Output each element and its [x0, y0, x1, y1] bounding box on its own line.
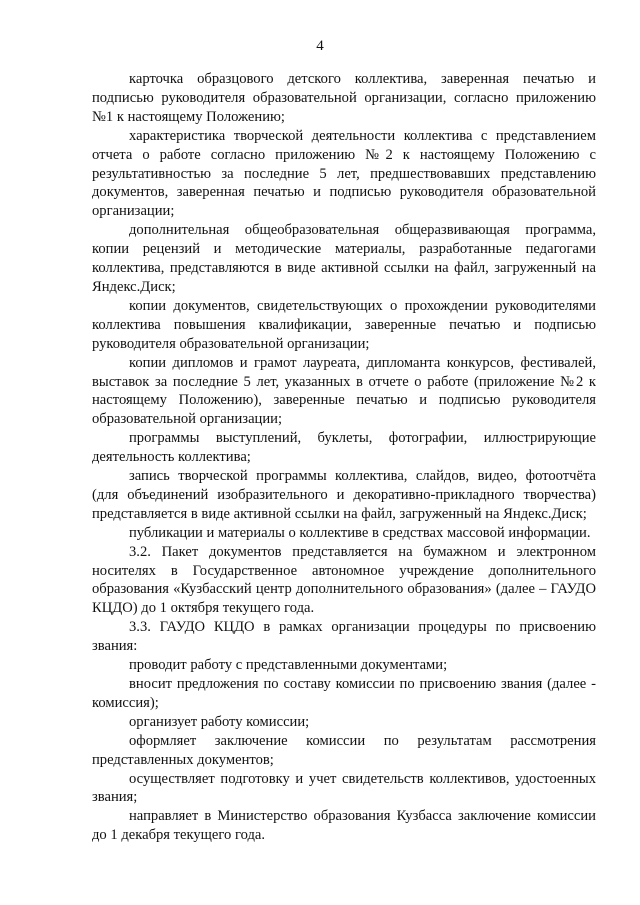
- paragraph-activity-characteristics: характеристика творческой деятельности коллектива с представлением отчета о работе согласно приложению №2 к настоящему Положению с результативностью за последние 5 лет, предшествовавших представлению документов, заверенная печатью и подписью руководителя образовательной организации;: [92, 127, 596, 220]
- paragraph-sends-to-ministry: направляет в Министерство образования Кузбасса заключение комиссии до 1 декабря текущего года.: [92, 808, 596, 844]
- document-body: [92, 70, 596, 845]
- paragraph-section-3-2: 3.2. Пакет документов представляется на бумажном и электронном носителях в Государственное автономное учреждение дополнительного образования «Кузбасский центр дополнительного образования» (далее – ГАУДО КЦДО) до 1 октября текущего года.: [92, 543, 596, 617]
- paragraph-prepares-conclusion: оформляет заключение комиссии по результатам рассмотрения представленных документов;: [92, 732, 596, 768]
- paragraph-program-materials: дополнительная общеобразовательная общеразвивающая программа, копии рецензий и методические материалы, разработанные педагогами коллектива, представляются в виде активной ссылки на файл, загруженный на Яндекс.Диск;: [92, 222, 596, 295]
- paragraph-organizes-commission: организует работу комиссии;: [129, 713, 310, 730]
- paragraph-diplomas: копии дипломов и грамот лауреата, дипломанта конкурсов, фестивалей, выставок за последние 5 лет, указанных в отчете о работе (приложение №2 к настоящему Положению), заверенные печатью и подписью руководителя образовательной организации;: [92, 354, 596, 428]
- paragraph-section-3-3: 3.3. ГАУДО КЦДО в рамках организации процедуры по присвоению звания:: [92, 619, 596, 655]
- page-number: 4: [316, 38, 324, 54]
- paragraph-media-publications: публикации и материалы о коллективе в средствах массовой информации.: [129, 524, 591, 541]
- paragraph-performance-programs: программы выступлений, буклеты, фотографии, иллюстрирующие деятельность коллектива;: [92, 430, 596, 466]
- paragraph-qualification-documents: копии документов, свидетельствующих о прохождении руководителями коллектива повышения квалификации, заверенные печатью и подписью руководителя образовательной организации;: [92, 297, 596, 352]
- paragraph-commission-proposals: вносит предложения по составу комиссии по присвоению звания (далее - комиссия);: [92, 676, 596, 711]
- paragraph-processes-documents: проводит работу с представленными документами;: [129, 657, 448, 674]
- paragraph-creative-program-recording: запись творческой программы коллектива, слайдов, видео, фотоотчёта (для объединений изобразительного и декоративно-прикладного творчества) представляется в виде активной ссылки на файл, загруженный на Яндекс.Диск;: [92, 468, 596, 522]
- paragraph-certificates: осуществляет подготовку и учет свидетельств коллективов, удостоенных звания;: [92, 770, 596, 806]
- paragraph-sample-card: карточка образцового детского коллектива, заверенная печатью и подписью руководителя образовательной организации, согласно приложению №1 к настоящему Положению;: [92, 71, 596, 125]
